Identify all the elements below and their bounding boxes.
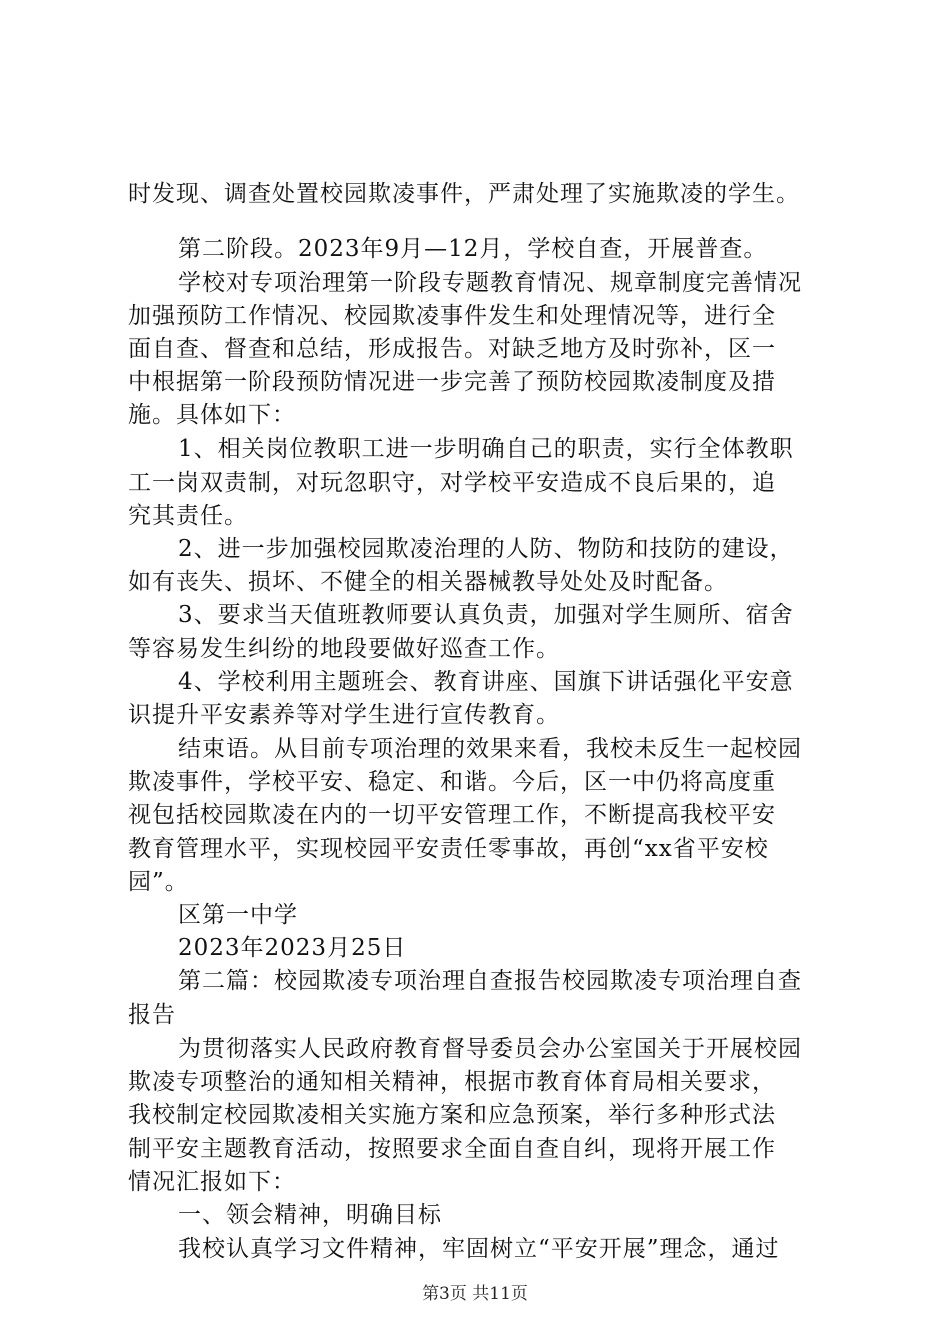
text-line: 3、要求当天值班教师要认真负责，加强对学生厕所、宿舍 [178,602,794,628]
text-line: 识提升平安素养等对学生进行宣传教育。 [128,702,560,728]
text-line: 等容易发生纠纷的地段要做好巡查工作。 [128,636,560,662]
page-number: 第3页 共11页 [422,1284,528,1304]
text-line: 加强预防工作情况、校园欺凌事件发生和处理情况等，进行全 [128,303,776,329]
text-line: 我校制定校园欺凌相关实施方案和应急预案，举行多种形式法 [128,1102,776,1128]
text-line: 4、学校利用主题班会、教育讲座、国旗下讲话强化平安意 [178,669,794,695]
text-line: 第二阶段。2023年9月—12月，学校自查，开展普查。 [178,236,768,262]
text-line: 制平安主题教育活动，按照要求全面自查自纠，现将开展工作 [128,1136,776,1162]
text-line: 欺凌专项整治的通知相关精神，根据市教育体育局相关要求， [128,1069,776,1095]
text-line: 面自查、督查和总结，形成报告。对缺乏地方及时弥补，区一 [128,336,776,362]
text-line: 时发现、调查处置校园欺凌事件，严肃处理了实施欺凌的学生。 [128,181,800,207]
text-line: 1、相关岗位教职工进一步明确自己的职责，实行全体教职 [178,436,794,462]
text-line: 中根据第一阶段预防情况进一步完善了预防校园欺凌制度及措 [128,369,776,395]
text-line: 为贯彻落实人民政府教育督导委员会办公室国关于开展校园 [178,1036,802,1062]
text-line: 如有丧失、损坏、不健全的相关器械教导处处及时配备。 [128,569,728,595]
text-line: 究其责任。 [128,503,248,529]
text-line: 区第一中学 [178,902,298,928]
text-line: 视包括校园欺凌在内的一切平安管理工作，不断提高我校平安 [128,802,776,828]
text-line: 报告 [128,1002,176,1028]
text-line: 2023年2023月25日 [178,935,407,961]
text-line: 欺凌事件，学校平安、稳定、和谐。今后，区一中仍将高度重 [128,769,776,795]
text-line: 2、进一步加强校园欺凌治理的人防、物防和技防的建设， [178,536,794,562]
text-line: 工一岗双责制，对玩忽职守，对学校平安造成不良后果的，追 [128,470,776,496]
text-line: 结束语。从目前专项治理的效果来看，我校未反生一起校园 [178,736,802,762]
text-line: 我校认真学习文件精神，牢固树立“平安开展”理念，通过 [178,1236,780,1262]
text-line: 学校对专项治理第一阶段专题教育情况、规章制度完善情况 [178,270,802,296]
text-line: 一、领会精神，明确目标 [178,1202,442,1228]
text-line: 情况汇报如下： [128,1169,296,1195]
text-line: 园”。 [128,869,189,895]
text-line: 第二篇：校园欺凌专项治理自查报告校园欺凌专项治理自查 [178,968,802,994]
text-line: 教育管理水平，实现校园平安责任零事故，再创“xx省平安校 [128,836,769,862]
text-line: 施。具体如下： [128,402,296,428]
